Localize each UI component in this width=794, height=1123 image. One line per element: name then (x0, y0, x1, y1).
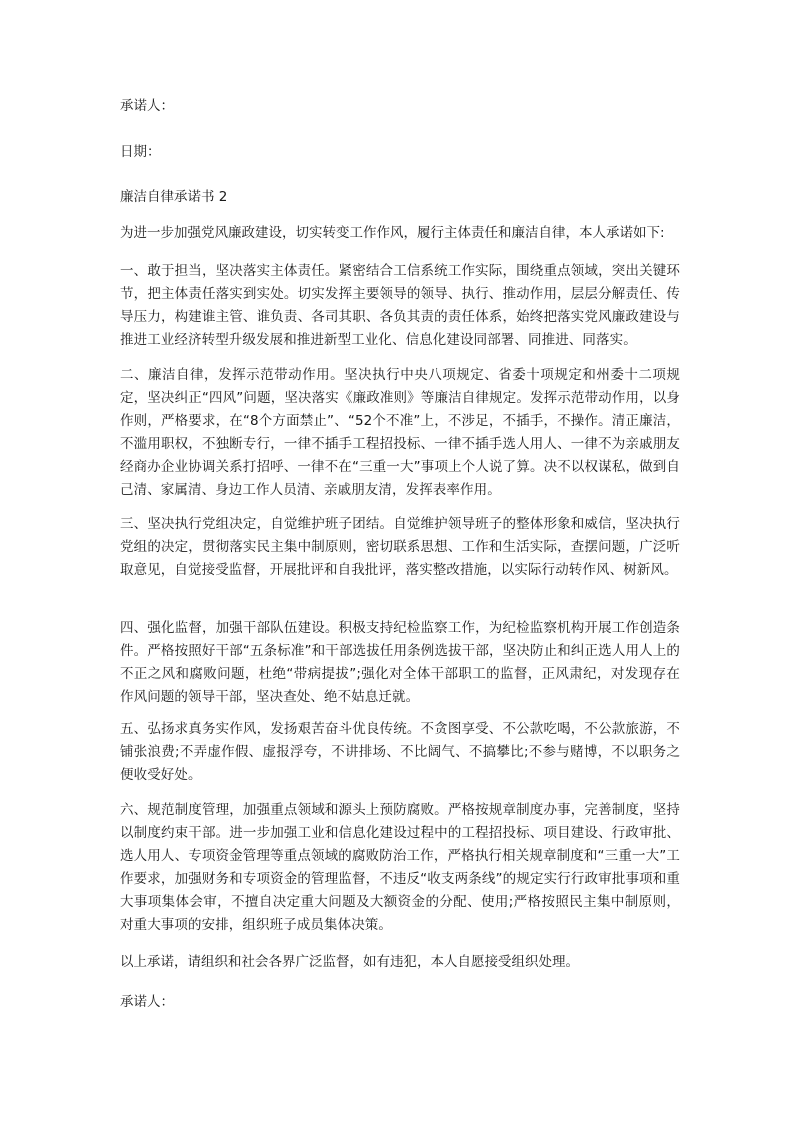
paragraph-2: 二、廉洁自律，发挥示范带动作用。坚决执行中央八项规定、省委十项规定和州委十二项规定，坚决纠正“四风”问题，坚决落实《廉政准则》等廉洁自律规定。发挥示范带动作用，以身作则，严格要求，在“8个方面禁止”、“52个不准”上，不涉足，不插手，不操作。清正廉洁，不滥用职权，不独断专行，一律不插手工程招投标、一律不插手选人用人、一律不为亲戚朋友经商办企业协调关系打招呼、一律不在“三重一大”事项上个人说了算。决不以权谋私，做到自己清、家属清、身边工作人员清、亲戚朋友清，发挥表率作用。 (120, 367, 680, 498)
paragraph-6: 六、规范制度管理，加强重点领域和源头上预防腐败。严格按规章制度办事，完善制度，坚持以制度约束干部。进一步加强工业和信息化建设过程中的工程招投标、项目建设、行政审批、选人用人、专项资金管理等重点领域的腐败防治工作，严格执行相关规章制度和“三重一大”工作要求，加强财务和专项资金的管理监督，不违反“收支两条线”的规定实行行政审批事项和重大事项集体会审，不擅自决定重大问题及大额资金的分配、使用;严格按照民主集中制原则，对重大事项的安排，组织班子成员集体决策。 (120, 802, 680, 933)
promisor-label-bottom: 承诺人： (120, 994, 174, 1010)
paragraph-5: 五、弘扬求真务实作风，发扬艰苦奋斗优良传统。不贪图享受、不公款吃喝，不公款旅游，不铺张浪费;不弄虚作假、虚报浮夸，不讲排场、不比阔气、不搞攀比;不参与赌博，不以职务之便收受好处。 (120, 721, 680, 783)
intro-paragraph: 为进一步加强党风廉政建设，切实转变工作作风，履行主体责任和廉洁自律，本人承诺如下: (120, 225, 665, 241)
closing-paragraph: 以上承诺，请组织和社会各界广泛监督，如有违犯，本人自愿接受组织处理。 (120, 954, 579, 970)
document-title: 廉洁自律承诺书 2 (120, 189, 228, 205)
paragraph-1: 一、敢于担当，坚决落实主体责任。紧密结合工信系统工作实际，围绕重点领域，突出关键环节，把主体责任落实到实处。切实发挥主要领导的领导、执行、推动作用，层层分解责任、传导压力，构建谁主管、谁负责、各司其职、各负其责的责任体系，始终把落实党风廉政建设与推进工业经济转型升级发展和推进新型工业化、信息化建设同部署、同推进、同落实。 (120, 263, 680, 348)
promisor-label-top: 承诺人： (120, 98, 174, 114)
paragraph-3: 三、坚决执行党组决定，自觉维护班子团结。自觉维护领导班子的整体形象和威信，坚决执行党组的决定，贯彻落实民主集中制原则，密切联系思想、工作和生活实际，查摆问题，广泛听取意见，自觉接受监督，开展批评和自我批评，落实整改措施，以实际行动转作风、树新风。 (120, 516, 680, 578)
date-label: 日期： (120, 144, 161, 160)
paragraph-4: 四、强化监督，加强干部队伍建设。积极支持纪检监察工作，为纪检监察机构开展工作创造条件。严格按照好干部“五条标准”和干部选拔任用条例选拔干部，坚决防止和纠正选人用人上的不正之风和腐败问题，杜绝“带病提拔”;强化对全体干部职工的监督，正风肃纪，对发现存在作风问题的领导干部，坚决查处、绝不姑息迁就。 (120, 620, 680, 705)
